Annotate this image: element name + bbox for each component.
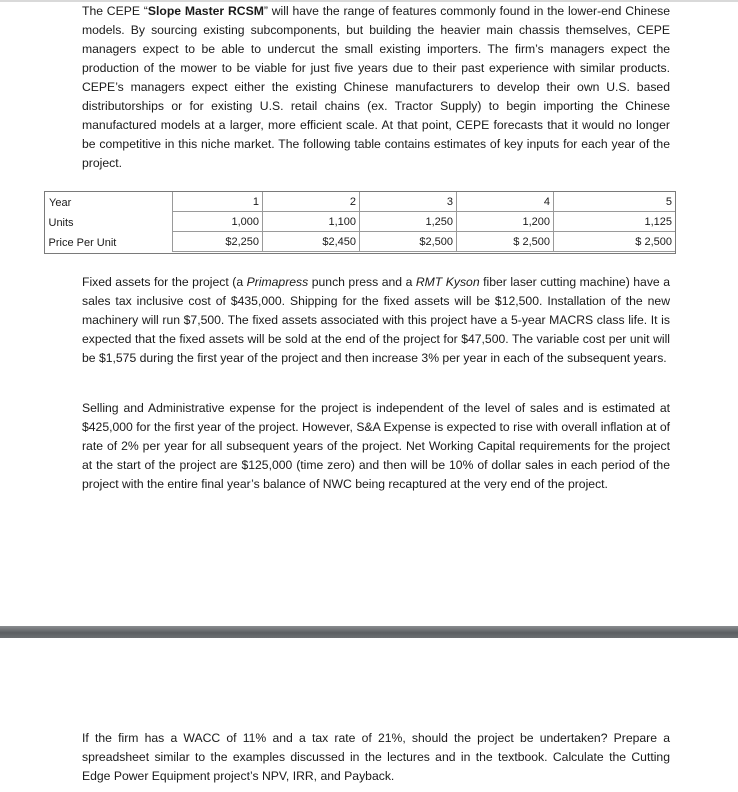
units-cell: 1,000 (173, 212, 263, 232)
price-cell: $ 2,500 (554, 232, 676, 252)
project-inputs-table (44, 191, 676, 252)
units-cell: 1,125 (554, 212, 676, 232)
year-cell: 1 (173, 192, 263, 212)
price-cell: $2,500 (360, 232, 457, 252)
year-cell: 5 (554, 192, 676, 212)
fixed-assets-paragraph (82, 273, 670, 368)
table-row-units (45, 212, 676, 232)
year-cell: 4 (457, 192, 554, 212)
intro-paragraph (82, 2, 670, 173)
fixed-assets-text: fiber laser cutting machine) have a sales tax inclusive cost of $435,000. Shipping for the fixed assets will be $12,500. Installation of the new machinery will run $7,500. The fixed assets associated with this project have a 5-year MACRS class life. It is expected that the fixed assets will be sold at the end of the project for $47,500. The variable cost per unit will be $1,575 during the first year of the project and then increase 3% per year in each of the subsequent years. (82, 275, 670, 365)
price-cell: $ 2,500 (457, 232, 554, 252)
units-cell: 1,250 (360, 212, 457, 232)
table-row-year (45, 192, 676, 212)
price-cell: $2,450 (263, 232, 360, 252)
table-row-price (45, 232, 676, 252)
units-cell: 1,200 (457, 212, 554, 232)
fixed-assets-text: Fixed assets for the project (a (82, 275, 247, 289)
units-cell: 1,100 (263, 212, 360, 232)
year-cell: 3 (360, 192, 457, 212)
fixed-assets-text: punch press and a (308, 275, 416, 289)
page-divider (0, 626, 738, 638)
row-label-year: Year (45, 192, 173, 212)
product-name: Slope Master RCSM (147, 4, 264, 18)
intro-rest: ” will have the range of features commonly found in the lower-end Chinese models. By sourcing existing subcomponents, but building the heavier main chassis themselves, CEPE managers expect to be able to undercut the small existing importers. The firm’s managers expect the production of the mower to be viable for just five years due to their past experience with similar products. CEPE’s managers expect either the existing Chinese manufacturers to develop their own U.S. based distributorships or for existing U.S. retail chains (ex. Tractor Supply) to begin importing the Chinese manufactured models at a larger, more efficient scale. At that point, CEPE forecasts that it would no longer be competitive in this niche market. The following table contains estimates of key inputs for each year of the project. (82, 4, 670, 170)
price-cell: $2,250 (173, 232, 263, 252)
question-paragraph: If the firm has a WACC of 11% and a tax rate of 21%, should the project be undertaken? Prepare a spreadsheet similar to the examples discussed in the lectures and in the textbook. Calculate the Cutting Edge Power Equipment project’s NPV, IRR, and Payback. (82, 731, 670, 783)
year-cell: 2 (263, 192, 360, 212)
row-label-price: Price Per Unit (48, 236, 117, 249)
laser-name: RMT Kyson (415, 275, 480, 289)
intro-lead: The CEPE “ (82, 4, 148, 18)
sga-paragraph: Selling and Administrative expense for the project is independent of the level of sales and is estimated at $425,000 for the first year of the project. However, S&A Expense is expected to rise with overall inflation at of rate of 2% per year for all subsequent years of the project. Net Working Capital requirements for the project at the start of the project are $125,000 (time zero) and then will be 10% of dollar sales in each period of the project with the entire final year’s balance of NWC being recaptured at the very end of the project. (82, 401, 670, 491)
row-label-units: Units (48, 216, 74, 229)
press-name: Primapress (246, 275, 309, 289)
